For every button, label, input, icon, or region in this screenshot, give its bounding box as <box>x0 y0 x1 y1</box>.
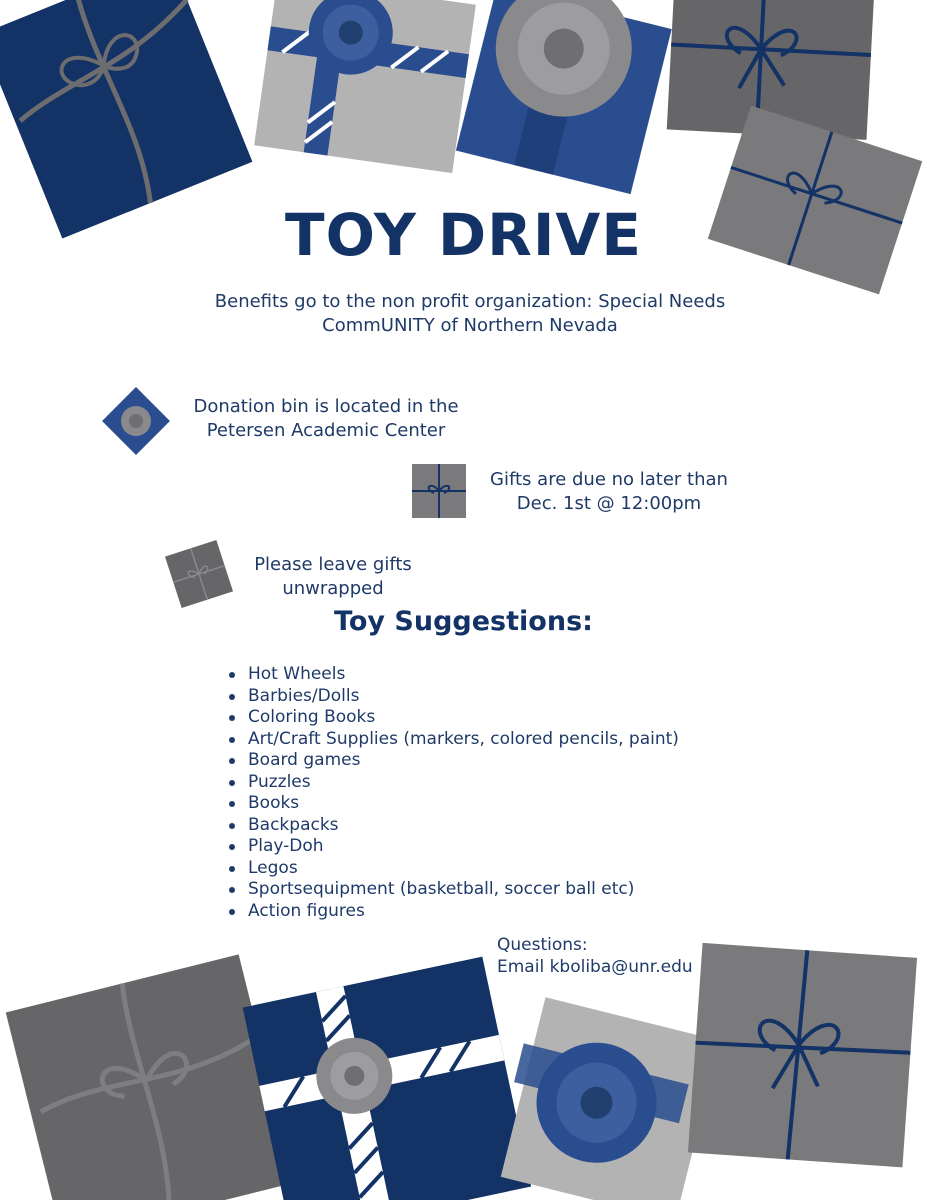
info-line: Dec. 1st @ 12:00pm <box>516 493 702 514</box>
list-item: Legos <box>226 858 679 880</box>
info-line: Gifts are due no later than <box>490 469 728 490</box>
info-line: Donation bin is located in the <box>193 396 459 417</box>
contact-email[interactable]: Email kboliba@unr.edu <box>497 957 693 977</box>
subtitle-line: CommUNITY of Northern Nevada <box>322 315 618 336</box>
subtitle <box>140 290 800 338</box>
page-title: TOY DRIVE <box>285 201 642 269</box>
contact-info <box>497 934 693 978</box>
info-location <box>176 395 476 443</box>
info-line: Please leave gifts <box>254 554 412 575</box>
list-item: Play-Doh <box>226 836 679 858</box>
suggestions-heading: Toy Suggestions: <box>334 606 593 637</box>
list-item: Art/Craft Supplies (markers, colored pencils, paint) <box>226 729 679 751</box>
info-deadline <box>478 468 740 516</box>
list-item: Books <box>226 793 679 815</box>
info-line: unwrapped <box>282 578 384 599</box>
gift-icon <box>410 462 468 520</box>
gift-box-icon <box>440 0 690 200</box>
list-item: Hot Wheels <box>226 664 679 686</box>
info-unwrapped <box>238 553 428 601</box>
list-item: Backpacks <box>226 815 679 837</box>
list-item: Action figures <box>226 901 679 923</box>
list-item: Barbies/Dolls <box>226 686 679 708</box>
list-item: Board games <box>226 750 679 772</box>
list-item: Puzzles <box>226 772 679 794</box>
suggestions-list <box>226 664 679 922</box>
list-item: Sportsequipment (basketball, soccer ball etc) <box>226 879 679 901</box>
gift-box-icon <box>680 940 927 1175</box>
gift-icon <box>100 385 172 457</box>
gift-box-icon <box>245 950 525 1200</box>
contact-label: Questions: <box>497 935 588 955</box>
subtitle-line: Benefits go to the non profit organization: Special Needs <box>214 291 726 312</box>
info-line: Petersen Academic Center <box>206 420 446 441</box>
list-item: Coloring Books <box>226 707 679 729</box>
